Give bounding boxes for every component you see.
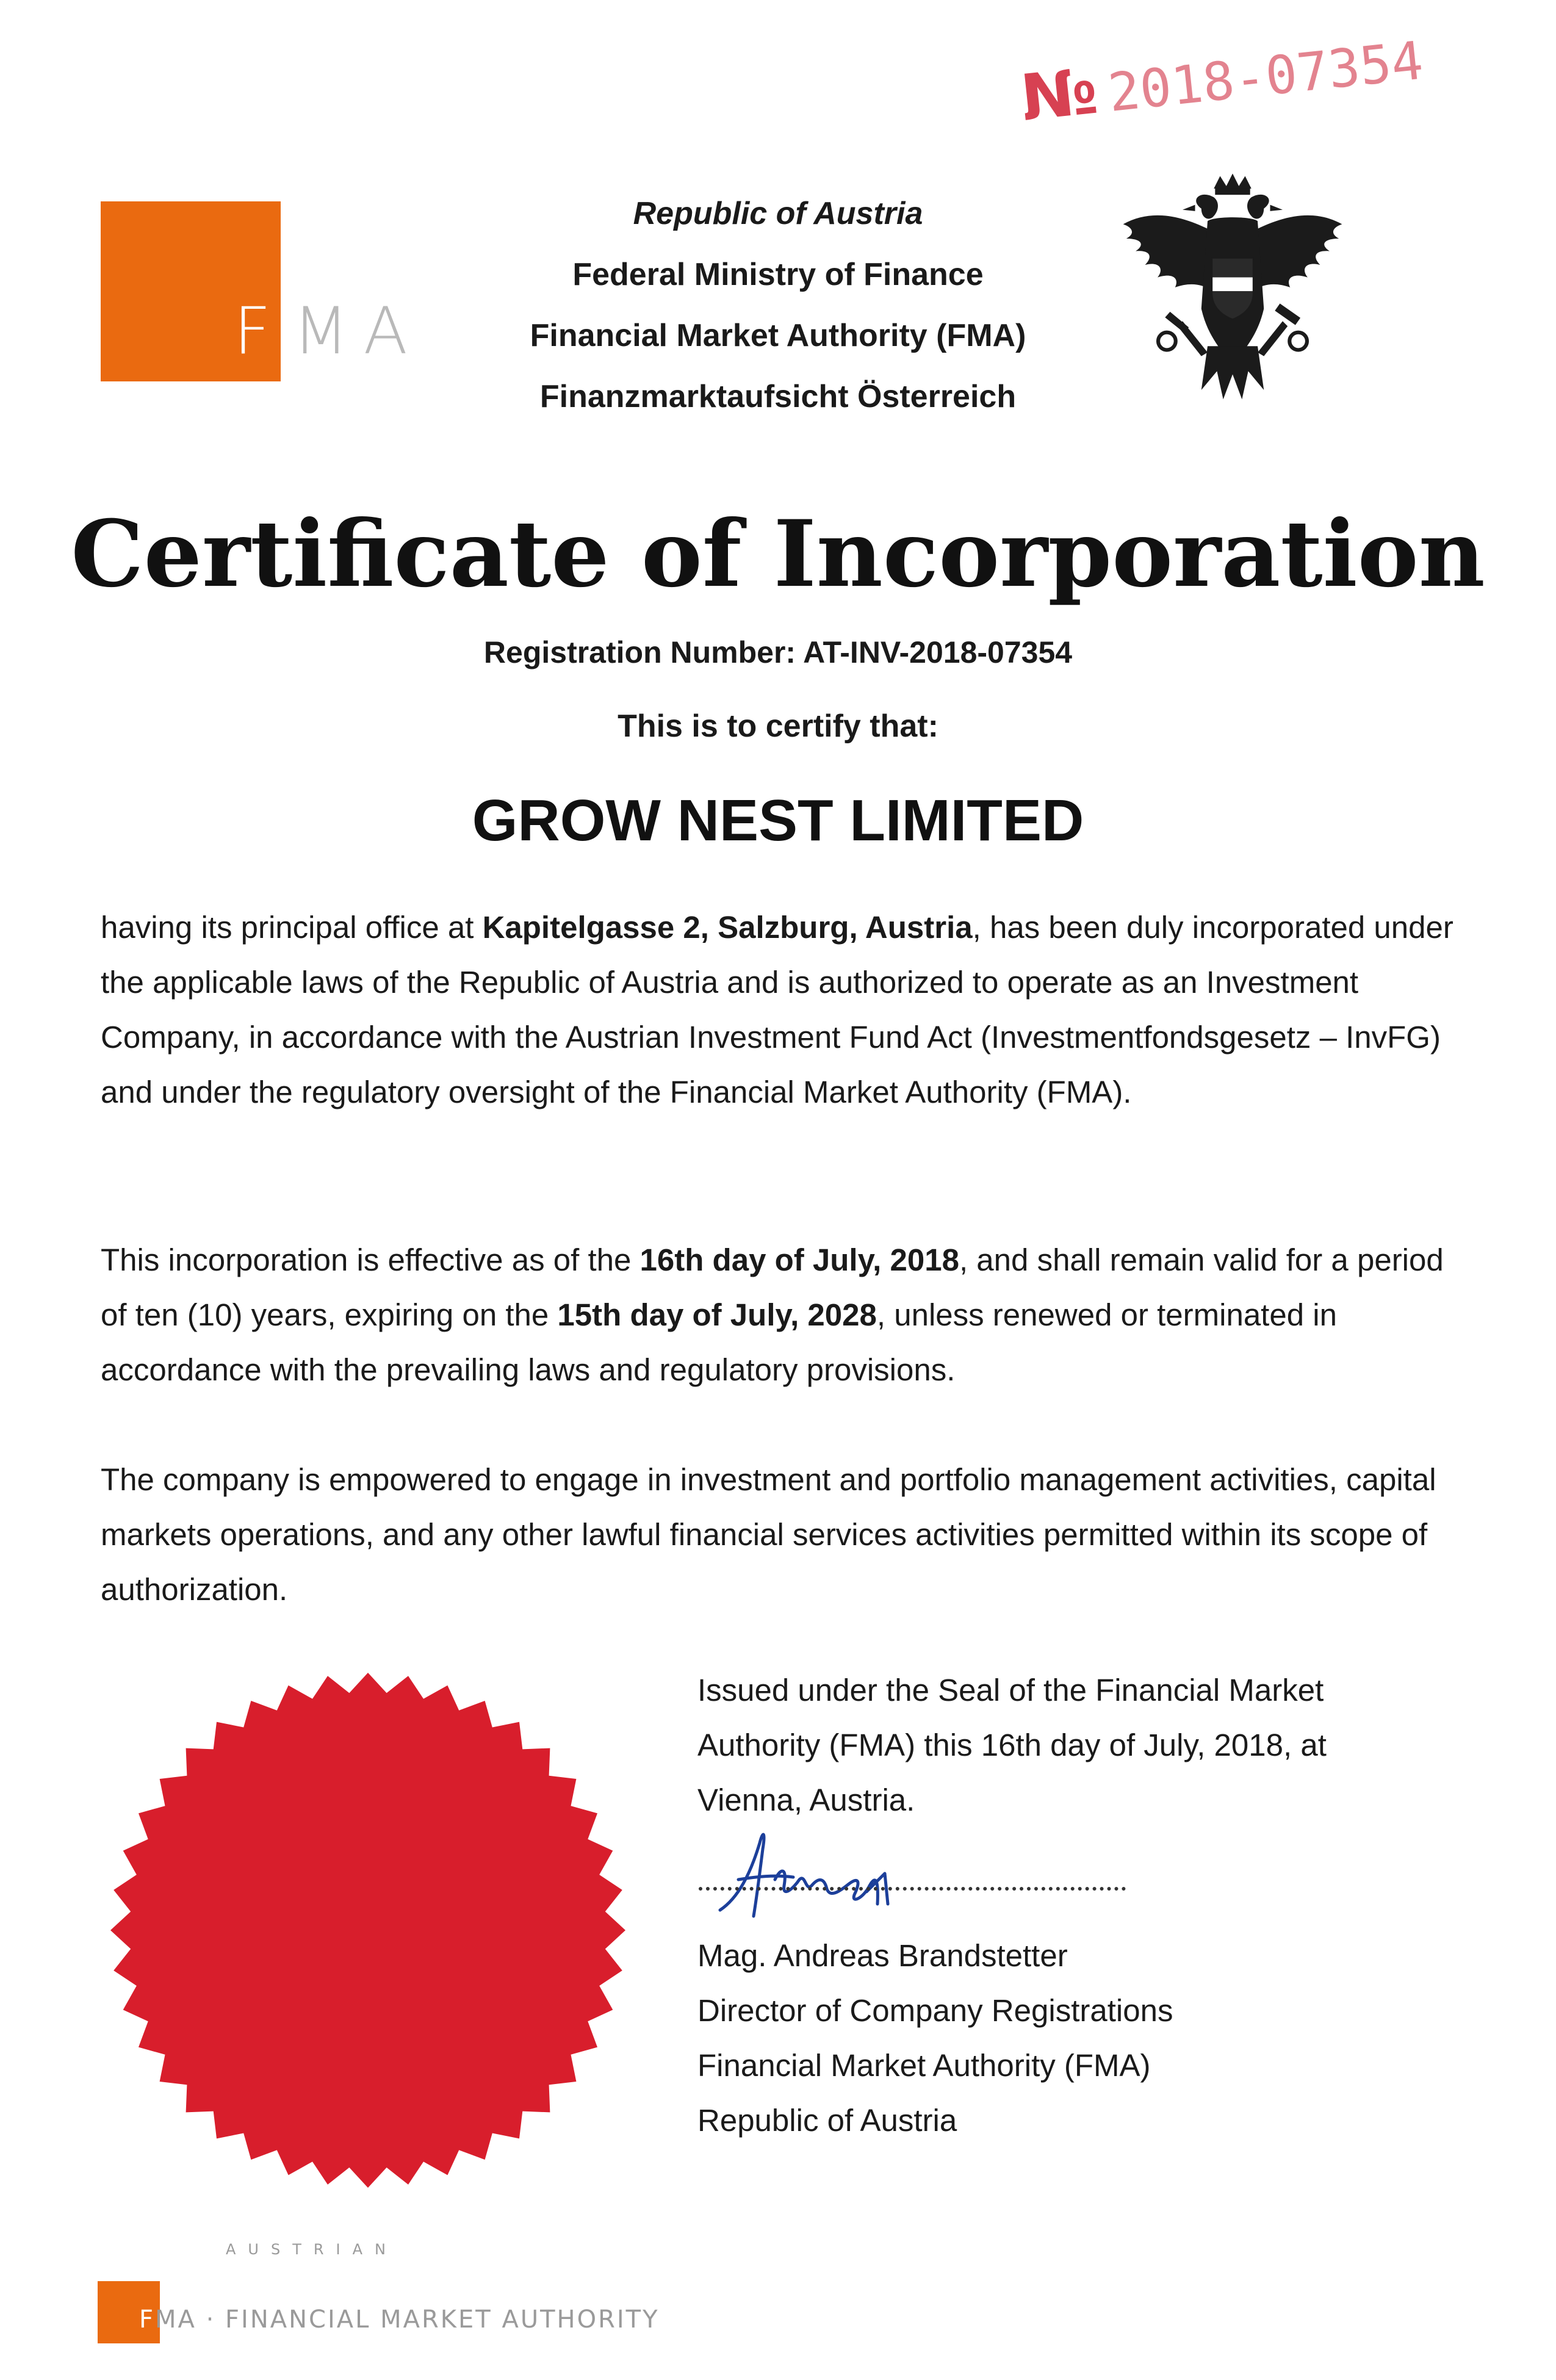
numero-sign: № xyxy=(1017,53,1101,135)
header-republic: Republic of Austria xyxy=(633,196,923,231)
footer-austrian-label: AUSTRIAN xyxy=(226,2241,398,2258)
handwritten-signature-icon xyxy=(702,1819,915,1928)
paragraph2-text-rest: , unless renewed or terminated in accordance with the prevailing laws and regulatory provisions. xyxy=(101,1297,1337,1387)
company-name: GROW NEST LIMITED xyxy=(472,788,1084,853)
footer-rest: MA · FINANCIAL MARKET AUTHORITY xyxy=(155,2306,660,2334)
signer-organization: Financial Market Authority (FMA) xyxy=(697,2048,1151,2083)
certificate-number-stamp xyxy=(1017,20,1426,135)
expiry-date: 15th day of July, 2028 xyxy=(557,1297,877,1332)
fma-logo-ma: MA xyxy=(293,294,422,369)
certificate-title: Certificate of Incorporation xyxy=(71,500,1485,608)
fma-logo-f: F xyxy=(234,294,271,369)
stamp-number: 2018-07354 xyxy=(1105,30,1426,124)
header-ministry: Federal Ministry of Finance xyxy=(572,257,984,292)
paragraph-validity xyxy=(101,1233,1455,1397)
signer-country: Republic of Austria xyxy=(697,2103,957,2138)
effective-date: 16th day of July, 2018 xyxy=(639,1242,959,1277)
signature-line xyxy=(699,1887,1126,1891)
header-fma: Financial Market Authority (FMA) xyxy=(530,318,1026,353)
signer-name: Mag. Andreas Brandstetter xyxy=(697,1938,1068,1973)
registration-number: Registration Number: AT-INV-2018-07354 xyxy=(483,635,1073,669)
fma-logo xyxy=(101,201,427,381)
footer-f: F xyxy=(139,2306,156,2334)
footer-authority-name xyxy=(139,2306,660,2334)
header-fma-german: Finanzmarktaufsicht Österreich xyxy=(539,379,1017,414)
issued-line-3: Vienna, Austria. xyxy=(697,1783,915,1817)
issued-line-1: Issued under the Seal of the Financial Market xyxy=(697,1673,1324,1707)
issued-statement xyxy=(697,1663,1460,1828)
paragraph1-text-rest: , has been duly incorporated under the applicable laws of the Republic of Austria and is authorized to operate as an Investment Company, in accordance with the Austrian Investment Fund Act (Investmentfondsgesetz – InvFG) and under the regulatory oversight of the Financial Market Authority (FMA). xyxy=(101,910,1453,1109)
issuing-authority-header xyxy=(427,183,1129,427)
austrian-eagle-coat-of-arms-icon xyxy=(1108,165,1358,415)
paragraph2-text-mid: , and shall remain valid for a period of ten (10) years, expiring on the xyxy=(101,1242,1444,1332)
certify-statement: This is to certify that: xyxy=(618,709,938,744)
paragraph2-text: This incorporation is effective as of the xyxy=(101,1242,640,1277)
principal-office-address: Kapitelgasse 2, Salzburg, Austria xyxy=(482,910,973,945)
paragraph-principal-office xyxy=(101,900,1455,1120)
signer-block xyxy=(697,1928,1460,2148)
issued-line-2: Authority (FMA) this 16th day of July, 2018, at xyxy=(697,1728,1327,1762)
paragraph1-text: having its principal office at xyxy=(101,910,483,945)
red-wafer-seal-icon xyxy=(109,1671,627,2190)
signer-title: Director of Company Registrations xyxy=(697,1993,1173,2028)
paragraph-scope: The company is empowered to engage in investment and portfolio management activities, capital markets operations, and any other lawful financial services activities permitted within its scope of authorization. xyxy=(101,1462,1436,1607)
